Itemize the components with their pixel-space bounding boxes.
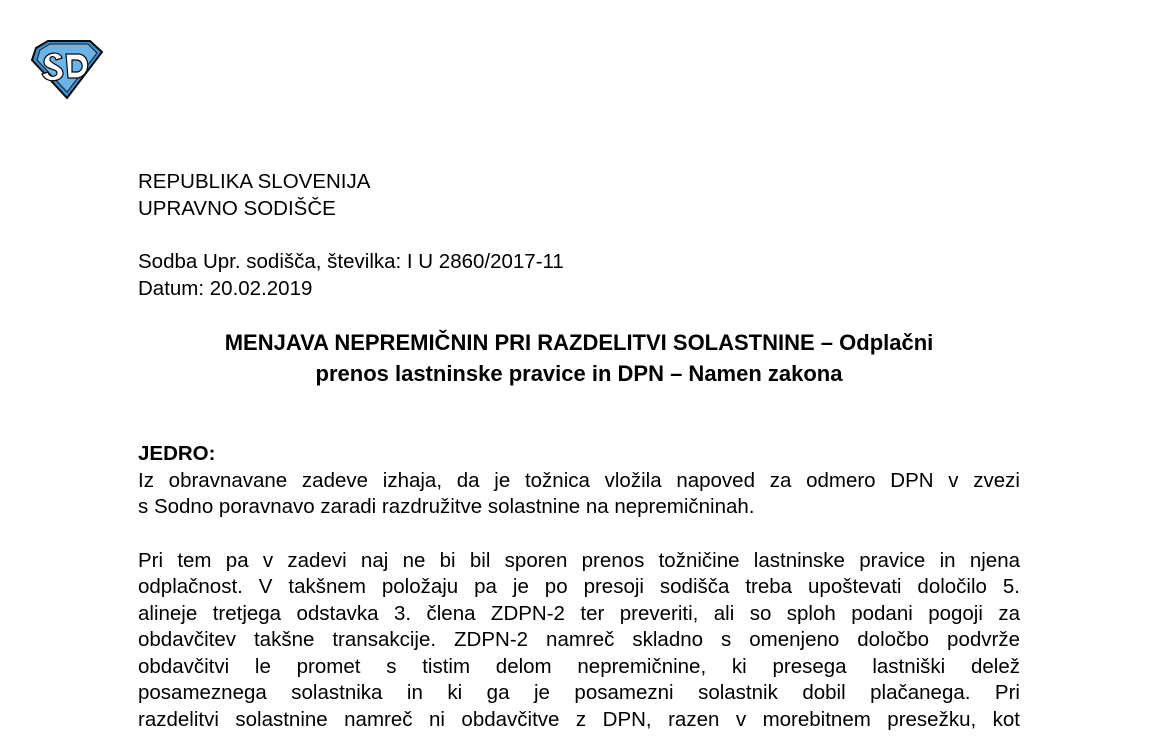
- paragraph-line: odplačnost. V takšnem položaju pa je po presoji sodišča treba upoštevati določilo 5.: [138, 575, 1020, 598]
- case-number: Sodba Upr. sodišča, številka: I U 2860/2017-11: [138, 250, 564, 273]
- title-line-2: prenos lastninske pravice in DPN – Namen zakona: [315, 361, 843, 386]
- jedro-paragraph-2: [138, 548, 1020, 734]
- paragraph-line: posameznega solastnika in ki ga je posamezni solastnik dobil plačanega. Pri: [138, 681, 1020, 704]
- country-heading: REPUBLIKA SLOVENIJA: [138, 170, 371, 193]
- document-body: [138, 169, 1020, 733]
- paragraph-line: obdavčitvi le promet s tistim delom nepremičnine, ki presega lastniški delež: [138, 654, 1020, 678]
- shield-logo-icon: [30, 40, 104, 100]
- paragraph-line: s Sodno poravnavo zaradi razdružitve solastnine na nepremičninah.: [138, 495, 755, 518]
- paragraph-line: alineje tretjega odstavka 3. člena ZDPN-2 ter preveriti, ali so sploh podani pogoji za: [138, 601, 1020, 625]
- court-logo: [30, 40, 104, 100]
- case-date: Datum: 20.02.2019: [138, 276, 313, 300]
- court-heading: UPRAVNO SODIŠČE: [138, 196, 336, 220]
- paragraph-line: obdavčitev takšne transakcije. ZDPN-2 namreč skladno s omenjeno določbo podvrže: [138, 628, 1020, 651]
- document-title: [138, 327, 1020, 389]
- paragraph-line: Iz obravnavane zadeve izhaja, da je tožnica vložila napoved za odmero DPN v zvezi: [138, 468, 1020, 492]
- jedro-paragraph-1: [138, 468, 1020, 521]
- jedro-label: JEDRO:: [138, 442, 216, 465]
- paragraph-line: razdelitvi solastnine namreč ni obdavčitve z DPN, razen v morebitnem presežku, kot: [138, 707, 1020, 731]
- paragraph-line: Pri tem pa v zadevi naj ne bi bil sporen prenos tožničine lastninske pravice in njena: [138, 548, 1020, 572]
- title-line-1: MENJAVA NEPREMIČNIN PRI RAZDELITVI SOLASTNINE – Odplačni: [224, 330, 934, 355]
